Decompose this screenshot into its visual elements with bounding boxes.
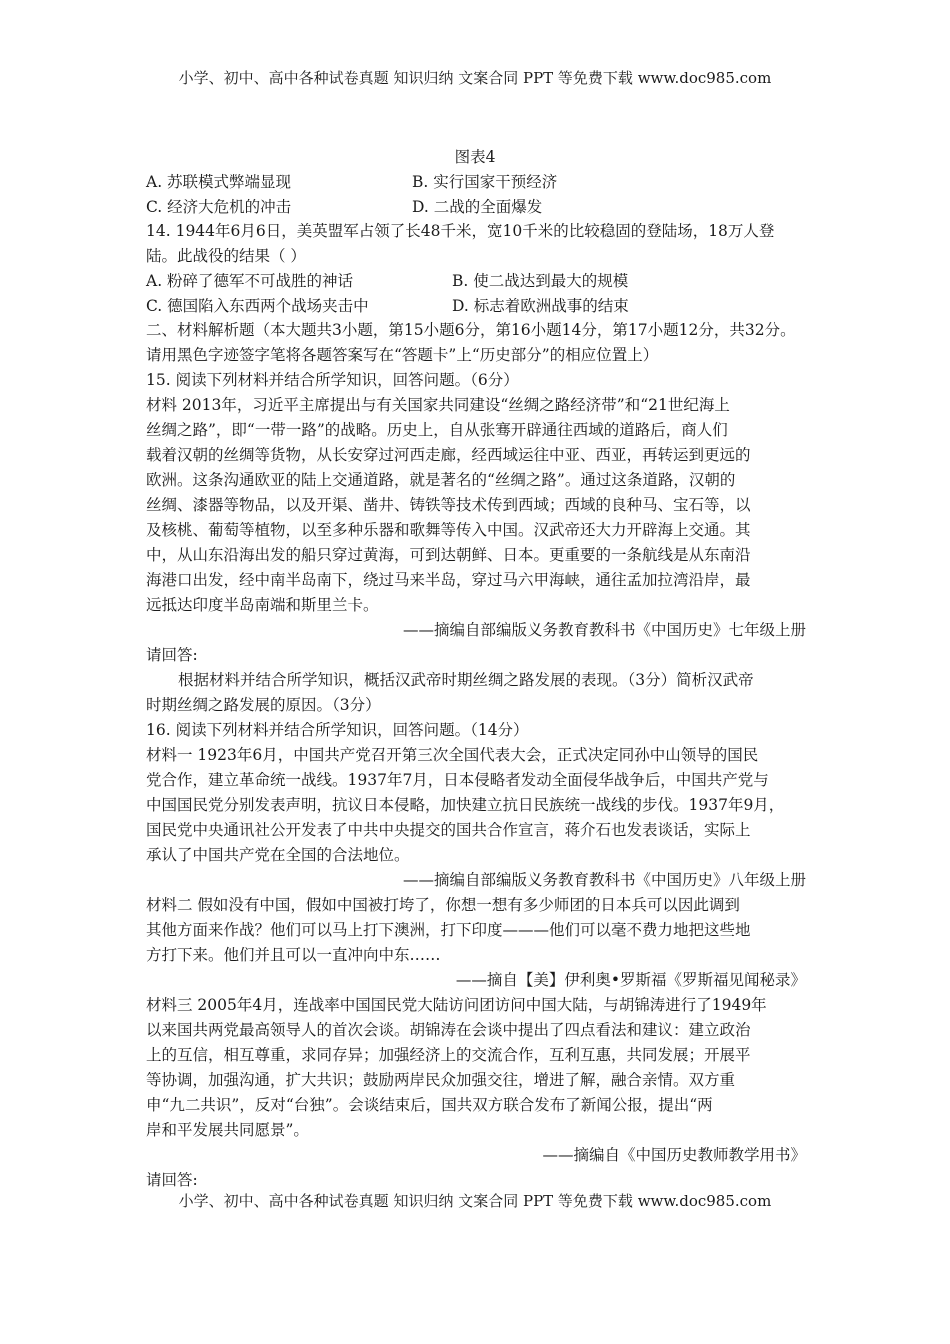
q16-material3-line: 上的互信，相互尊重，求同存异；加强经济上的交流合作，互利互惠，共同发展；开展平 [146, 1046, 751, 1064]
q15-material-line: 丝绸之路”，即“一带一路”的战略。历史上，自从张骞开辟通往西域的道路后，商人们 [146, 421, 728, 439]
q13-option-c: C. 经济大危机的冲击 [146, 198, 292, 216]
figure-caption: 图表4 [454, 148, 496, 166]
q16-material1-line: 党合作，建立革命统一战线。1937年7月，日本侵略者发动全面侵华战争后，中国共产党与 [146, 771, 769, 789]
q16-material1-line: 承认了中国共产党在全国的合法地位。 [146, 846, 410, 864]
q13-option-b: B. 实行国家干预经济 [412, 173, 558, 191]
section2-heading-line2: 请用黑色字迹签字笔将各题答案写在“答题卡”上“历史部分”的相应位置上） [146, 346, 659, 364]
q16-source1: ——摘编自部编版义务教育教科书《中国历史》八年级上册 [402, 871, 806, 889]
q15-material-line: 丝绸、漆器等物品，以及开渠、凿井、铸铁等技术传到西域；西域的良种马、宝石等，以 [146, 496, 751, 514]
q14-option-c: C. 德国陷入东西两个战场夹击中 [146, 297, 369, 315]
q16-material1-line: 国民党中央通讯社公开发表了中共中央提交的国共合作宣言，蒋介石也发表谈话，实际上 [146, 821, 751, 839]
q16-material1-line: 材料一 1923年6月，中国共产党召开第三次全国代表大会，正式决定同孙中山领导的国民 [146, 746, 759, 764]
q15-title: 15. 阅读下列材料并结合所学知识，回答问题。（6分） [146, 371, 519, 389]
q15-material-line: 中，从山东沿海出发的船只穿过黄海，可到达朝鲜、日本。更重要的一条航线是从东南沿 [146, 546, 751, 564]
q14-stem-line1: 14. 1944年6月6日，美英盟军占领了长48千米，宽10千米的比较稳固的登陆场，18万人登 [146, 222, 775, 240]
q16-material3-line: 以来国共两党最高领导人的首次会谈。胡锦涛在会谈中提出了四点看法和建议：建立政治 [146, 1021, 751, 1039]
q15-question-line1: 根据材料并结合所学知识，概括汉武帝时期丝绸之路发展的表现。（3分）简析汉武帝 [178, 671, 754, 689]
q15-material-line: 及核桃、葡萄等植物，以至多种乐器和歌舞等传入中国。汉武帝还大力开辟海上交通。其 [146, 521, 751, 539]
q15-source: ——摘编自部编版义务教育教科书《中国历史》七年级上册 [402, 621, 806, 639]
q15-material-line: 远抵达印度半岛南端和斯里兰卡。 [146, 596, 379, 614]
q16-title: 16. 阅读下列材料并结合所学知识，回答问题。（14分） [146, 721, 529, 739]
q16-material2-line: 方打下来。他们并且可以一直冲向中东…… [146, 946, 441, 964]
q14-option-a: A. 粉碎了德军不可战胜的神话 [146, 272, 354, 290]
q16-material3-line: 材料三 2005年4月，连战率中国国民党大陆访问团访问中国大陆，与胡锦涛进行了1949年 [146, 996, 767, 1014]
q16-source2: ——摘自【美】伊利奥•罗斯福《罗斯福见闻秘录》 [455, 971, 806, 989]
q13-option-d: D. 二战的全面爆发 [412, 198, 543, 216]
q16-ask: 请回答: [146, 1171, 198, 1189]
q15-material-line: 载着汉朝的丝绸等货物，从长安穿过河西走廊，经西域运往中亚、西亚，再转运到更远的 [146, 446, 751, 464]
q15-ask: 请回答: [146, 646, 198, 664]
q16-material3-line: 岸和平发展共同愿景”。 [146, 1121, 309, 1139]
q16-material2-line: 其他方面来作战？他们可以马上打下澳洲，打下印度———他们可以毫不费力地把这些地 [146, 921, 751, 939]
q15-question-line2: 时期丝绸之路发展的原因。（3分） [146, 696, 381, 714]
q16-material2-line: 材料二 假如没有中国，假如中国被打垮了，你想一想有多少师团的日本兵可以因此调到 [146, 896, 740, 914]
section2-heading-line1: 二、材料解析题（本大题共3小题，第15小题6分，第16小题14分，第17小题12分，共32分。 [146, 321, 796, 339]
q15-material-line: 欧洲。这条沟通欧亚的陆上交通道路，就是著名的“丝绸之路”。通过这条道路，汉朝的 [146, 471, 736, 489]
q15-material-line: 海港口出发，经中南半岛南下，绕过马来半岛，穿过马六甲海峡，通往孟加拉湾沿岸，最 [146, 571, 751, 589]
q16-material3-line: 申“九二共识”，反对“台独”。会谈结束后，国共双方联合发布了新闻公报，提出“两 [146, 1096, 713, 1114]
q16-source3: ——摘编自《中国历史教师教学用书》 [542, 1146, 806, 1164]
page-footer: 小学、初中、高中各种试卷真题 知识归纳 文案合同 PPT 等免费下载 www.doc985.com [178, 1192, 772, 1210]
q15-material-line: 材料 2013年，习近平主席提出与有关国家共同建设“丝绸之路经济带”和“21世纪海上 [146, 396, 730, 414]
q14-option-b: B. 使二战达到最大的规模 [452, 272, 629, 290]
q14-stem-line2: 陆。此战役的结果（ ） [146, 247, 306, 265]
q16-material3-line: 等协调，加强沟通，扩大共识；鼓励两岸民众加强交往，增进了解，融合亲情。双方重 [146, 1071, 736, 1089]
page-header: 小学、初中、高中各种试卷真题 知识归纳 文案合同 PPT 等免费下载 www.doc985.com [178, 69, 772, 87]
q13-option-a: A. 苏联模式弊端显现 [146, 173, 292, 191]
q14-option-d: D. 标志着欧洲战事的结束 [452, 297, 629, 315]
q16-material1-line: 中国国民党分别发表声明，抗议日本侵略，加快建立抗日民族统一战线的步伐。1937年9月， [146, 796, 785, 814]
